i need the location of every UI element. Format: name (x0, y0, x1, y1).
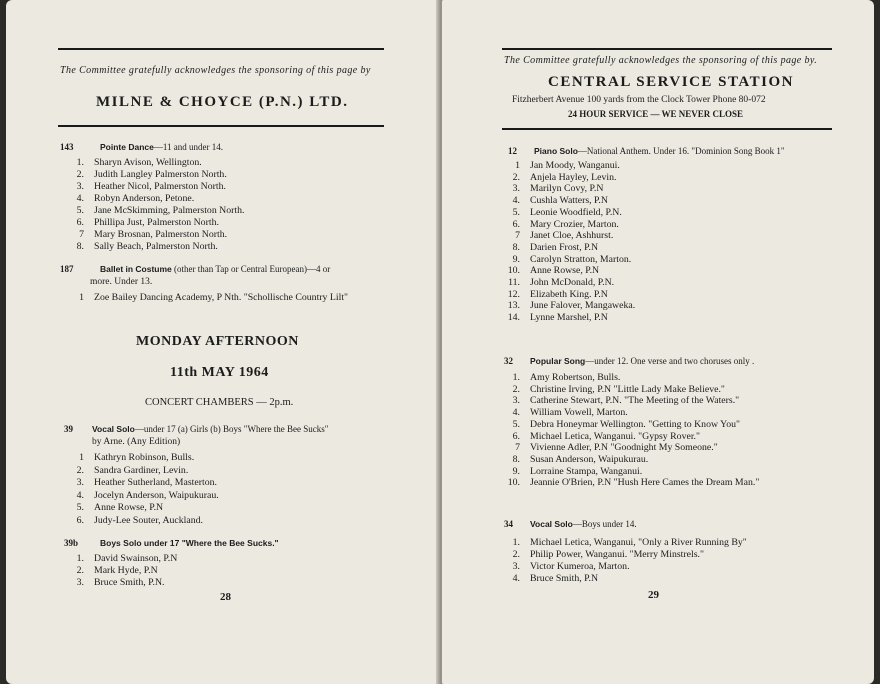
entry-row (62, 490, 219, 501)
entry-text: Bruce Smith, P.N (530, 573, 599, 584)
entry-text: David Swainson, P.N (94, 553, 178, 564)
entry-row (62, 502, 163, 513)
entry-row (498, 477, 759, 488)
entry-row (498, 254, 631, 265)
entry-text: Sandra Gardiner, Levin. (94, 464, 189, 476)
entry-row (498, 312, 608, 323)
entry-row (498, 561, 630, 572)
entry-row (62, 553, 177, 564)
entry-number: 7 (515, 442, 520, 454)
entry-number: 12. (507, 288, 520, 300)
section-34-header (504, 519, 637, 529)
entry-text: Lynne Marshel, P.N (530, 312, 608, 324)
entry-number: 4. (76, 193, 84, 204)
entry-text: Janet Cloe, Ashhurst. (530, 230, 614, 242)
entry-row (62, 292, 348, 303)
entry-text: Judith Langley Palmerston North. (94, 169, 227, 180)
section-title: Vocal Solo (530, 519, 573, 529)
section-title: Vocal Solo (92, 424, 135, 434)
section-39-detail-line2: by Arne. (Any Edition) (92, 437, 181, 447)
entry-number: 9. (512, 465, 520, 477)
entry-number: 6. (76, 217, 84, 228)
entry-text: Anne Rowse, P.N (530, 265, 600, 277)
entry-number: 1. (76, 157, 84, 168)
entry-row (498, 431, 700, 442)
bottom-rule (502, 128, 832, 130)
entry-row (498, 537, 747, 548)
entry-row (498, 395, 739, 406)
entry-text: Debra Honeymar Wellington. "Getting to Know You" (530, 418, 741, 430)
entry-number: 2. (76, 464, 84, 476)
entry-number: 6. (76, 514, 84, 526)
section-detail: —Boys under 14. (572, 519, 637, 529)
entry-row (498, 289, 608, 300)
entry-row (498, 549, 704, 560)
entry-text: John McDonald, P.N. (530, 277, 615, 288)
entry-text: Philip Power, Wanganui. "Merry Minstrels." (530, 549, 704, 560)
entry-row (498, 195, 608, 206)
entry-text: Marilyn Covy, P.N (530, 183, 604, 195)
entry-row (498, 300, 635, 311)
sponsor-tagline: 24 HOUR SERVICE — WE NEVER CLOSE (568, 109, 744, 119)
entry-number: 11. (508, 277, 520, 288)
entry-row (498, 277, 614, 288)
entry-text: Jocelyn Anderson, Waipukurau. (94, 489, 219, 501)
entry-text: Heather Nicol, Palmerston North. (94, 181, 226, 192)
sponsor-name: MILNE & CHOYCE (P.N.) LTD. (96, 94, 349, 110)
section-title: Ballet in Costume (100, 264, 172, 274)
entry-number: 3. (76, 181, 84, 192)
section-143-header (60, 142, 223, 152)
entry-text: Cushla Watters, P.N (530, 195, 608, 207)
entry-row (62, 157, 202, 168)
section-number: 34 (504, 519, 513, 529)
section-detail: —11 and under 14. (153, 142, 224, 152)
entry-number: 9. (512, 253, 520, 265)
sponsor-acknowledgement: The Committee gratefully acknowledges the sponsoring of this page by. (504, 55, 818, 66)
entry-row (498, 230, 613, 241)
entry-text: Bruce Smith, P.N. (94, 577, 165, 588)
entry-text: Leonie Woodfield, P.N. (530, 206, 622, 218)
entry-row (498, 419, 740, 430)
entry-number: 10. (507, 265, 520, 277)
sponsor-address: Fitzherbert Avenue 100 yards from the Clock Tower Phone 80-072 (512, 95, 766, 105)
section-number: 187 (60, 264, 74, 274)
section-detail: (other than Tap or Central European)—4 or (174, 264, 331, 274)
entry-row (498, 466, 642, 477)
entry-number: 5. (76, 205, 84, 216)
entry-text: June Falover, Mangaweka. (530, 300, 636, 312)
entry-number: 8. (512, 241, 520, 253)
entry-text: Vivienne Adler, P.N "Goodnight My Someone." (530, 442, 718, 454)
section-title: Piano Solo (534, 146, 578, 156)
section-number: 143 (60, 142, 74, 152)
entry-text: Catherine Stewart, P.N. "The Meeting of the Waters." (530, 395, 740, 407)
entry-row (62, 217, 219, 228)
section-39-header (64, 424, 328, 434)
entry-number: 2. (76, 565, 84, 576)
entry-number: 6. (512, 430, 520, 442)
entry-text: Robyn Anderson, Petone. (94, 193, 195, 204)
entry-row (498, 442, 718, 453)
section-title: Pointe Dance (100, 142, 154, 152)
entry-number: 1 (515, 160, 520, 171)
section-number: 12 (508, 146, 517, 156)
session-title: MONDAY AFTERNOON (136, 334, 299, 349)
section-12-header (508, 146, 785, 156)
entry-number: 7 (79, 229, 84, 240)
session-place: CONCERT CHAMBERS — 2p.m. (145, 397, 294, 408)
entry-text: Jeannie O'Brien, P.N "Hush Here Cames the Dream Man." (530, 477, 760, 489)
entry-text: Sharyn Avison, Wellington. (94, 157, 202, 168)
entry-number: 2. (76, 169, 84, 180)
entry-row (62, 241, 218, 252)
entry-number: 14. (507, 312, 520, 324)
entry-row (498, 573, 598, 584)
entry-row (62, 205, 244, 216)
entry-text: Carolyn Stratton, Marton. (530, 253, 632, 265)
entry-number: 4. (512, 573, 520, 584)
entry-number: 10. (507, 477, 520, 489)
entry-number: 8. (512, 453, 520, 465)
entry-row (498, 265, 599, 276)
section-detail: —National Anthem. Under 16. "Dominion Song Book 1" (577, 146, 785, 156)
entry-row (62, 181, 226, 192)
entry-row (498, 183, 603, 194)
entry-text: Christine Irving, P.N "Little Lady Make Believe." (530, 383, 725, 395)
entry-number: 3. (76, 577, 84, 588)
entry-number: 2. (512, 171, 520, 183)
entry-row (62, 565, 158, 576)
entry-text: Jan Moody, Wanganui. (530, 160, 620, 171)
bottom-rule (58, 125, 384, 127)
entry-row (498, 219, 619, 230)
entry-number: 4. (512, 195, 520, 207)
entry-number: 2. (512, 383, 520, 395)
entry-row (498, 172, 616, 183)
entry-text: Jane McSkimming, Palmerston North. (94, 205, 245, 216)
page-number: 29 (648, 589, 659, 601)
entry-text: Mary Brosnan, Palmerston North. (94, 229, 228, 240)
section-detail: —under 17 (a) Girls (b) Boys "Where the Bee Sucks" (134, 424, 329, 434)
entry-text: Sally Beach, Palmerston North. (94, 241, 218, 252)
entry-number: 13. (507, 300, 520, 312)
entry-text: Phillipa Just, Palmerston North. (94, 217, 219, 228)
entry-text: Mark Hyde, P.N (94, 565, 158, 576)
entry-number: 5. (512, 206, 520, 218)
entry-number: 1 (79, 292, 84, 303)
entry-row (62, 452, 194, 463)
entry-text: Darien Frost, P.N (530, 241, 599, 253)
top-rule (502, 48, 832, 50)
section-number: 39 (64, 424, 73, 434)
entry-number: 1. (512, 372, 520, 383)
entry-number: 3. (512, 395, 520, 407)
entry-text: Anjela Hayley, Levin. (530, 171, 617, 183)
entry-row (62, 577, 165, 588)
section-title: Boys Solo under 17 "Where the Bee Sucks." (100, 538, 279, 548)
entry-number: 4. (512, 407, 520, 419)
entry-row (498, 384, 725, 395)
sponsor-acknowledgement: The Committee gratefully acknowledges the sponsoring of this page by (60, 65, 371, 76)
section-number: 39b (64, 538, 79, 548)
entry-text: Susan Anderson, Waipukurau. (530, 453, 649, 465)
entry-number: 3. (76, 477, 84, 488)
entry-row (62, 515, 203, 526)
section-detail: —under 12. One verse and two choruses only . (585, 356, 755, 366)
entry-number: 5. (76, 502, 84, 513)
entry-number: 4. (76, 489, 84, 501)
right-page (442, 0, 874, 684)
section-title: Popular Song (530, 356, 586, 366)
entry-text: Heather Sutherland, Masterton. (94, 477, 217, 488)
entry-row (498, 407, 628, 418)
entry-row (498, 454, 648, 465)
entry-text: William Vowell, Marton. (530, 407, 628, 419)
entry-row (62, 477, 217, 488)
entry-text: Anne Rowse, P.N (94, 502, 164, 513)
page-number: 28 (220, 591, 231, 603)
entry-text: Zoe Bailey Dancing Academy, P Nth. "Schollische Country Lilt" (94, 292, 349, 303)
entry-row (62, 193, 194, 204)
entry-text: Judy-Lee Souter, Auckland. (94, 514, 203, 526)
entry-text: Michael Letica, Wanganui. "Gypsy Rover." (530, 430, 700, 442)
entry-row (498, 160, 620, 171)
section-32-header (504, 356, 754, 366)
section-187-detail-line2: more. Under 13. (90, 277, 153, 287)
entry-text: Mary Crozier, Marton. (530, 218, 619, 230)
entry-number: 7 (515, 230, 520, 242)
entry-row (498, 242, 598, 253)
section-187-header (60, 264, 330, 274)
session-date: 11th MAY 1964 (170, 365, 269, 380)
entry-number: 2. (512, 549, 520, 560)
entry-text: Victor Kumeroa, Marton. (530, 561, 630, 572)
entry-row (62, 229, 227, 240)
entry-row (62, 169, 227, 180)
entry-number: 3. (512, 183, 520, 195)
entry-number: 6. (512, 218, 520, 230)
section-39b-header (64, 538, 279, 548)
entry-number: 1 (79, 452, 84, 463)
top-rule (58, 48, 384, 50)
entry-text: Lorraine Stampa, Wanganui. (530, 465, 643, 477)
left-page (6, 0, 440, 684)
entry-number: 1. (512, 537, 520, 548)
section-number: 32 (504, 356, 513, 366)
entry-text: Michael Letica, Wanganui, "Only a River Running By" (530, 537, 747, 548)
entry-text: Kathryn Robinson, Bulls. (94, 452, 195, 463)
entry-row (62, 465, 188, 476)
sponsor-name: CENTRAL SERVICE STATION (548, 74, 794, 90)
entry-number: 8. (76, 241, 84, 252)
entry-number: 1. (76, 553, 84, 564)
entry-number: 3. (512, 561, 520, 572)
entry-row (498, 207, 622, 218)
entry-number: 5. (512, 418, 520, 430)
entry-text: Elizabeth King. P.N (530, 288, 608, 300)
entry-text: Amy Robertson, Bulls. (530, 372, 621, 383)
entry-row (498, 372, 620, 383)
